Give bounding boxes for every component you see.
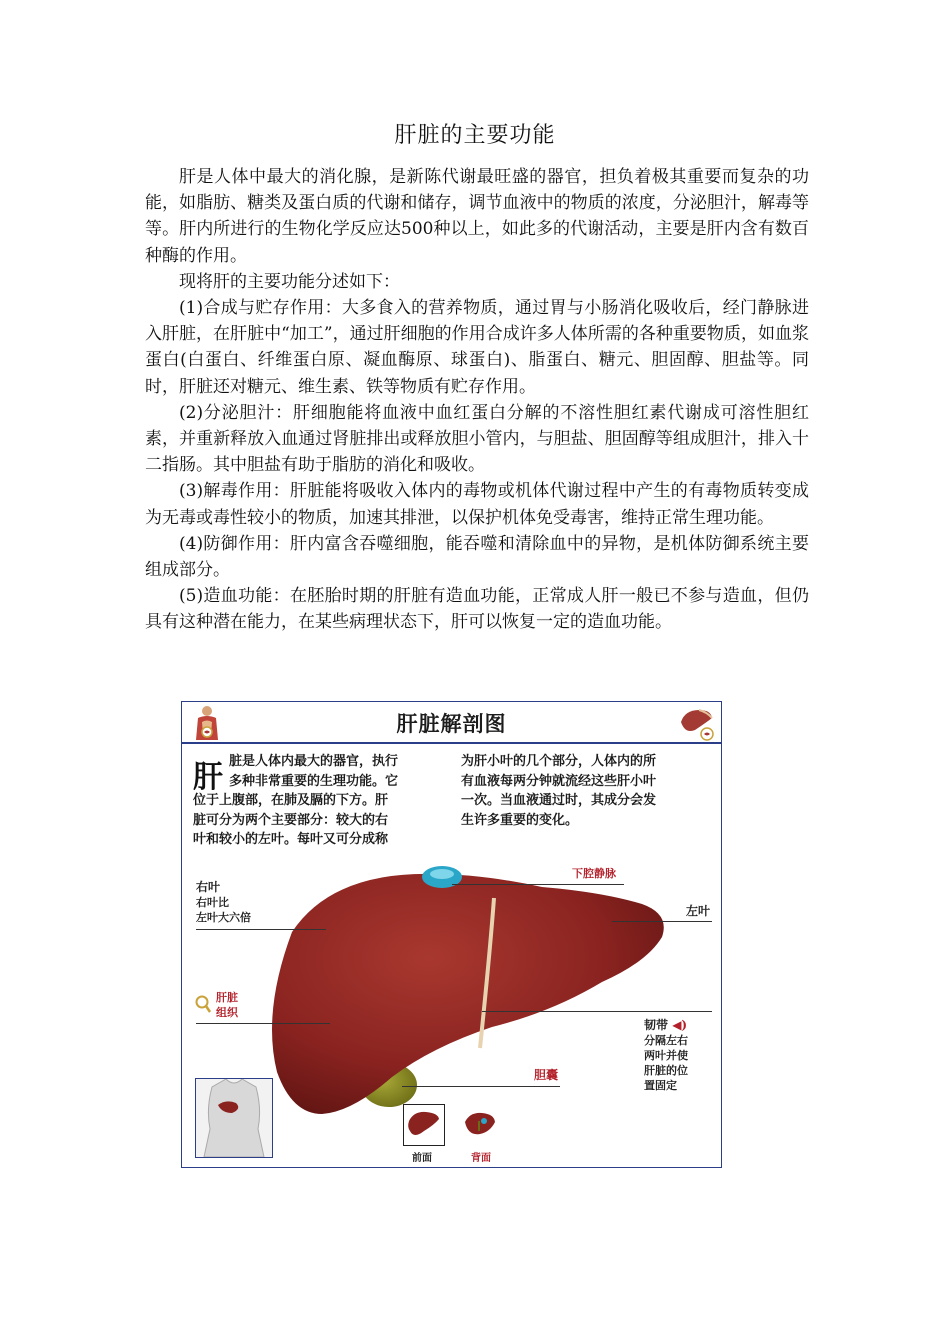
label-gallbladder: 胆囊 [534,1068,559,1082]
figure-intro-right [461,752,701,830]
paragraph: 现将肝的主要功能分述如下： [179,271,400,292]
label-front[interactable]: 前面 [412,1153,432,1164]
liver-anatomy-figure [181,701,722,1168]
label-line: 分隔左右 [644,1034,688,1047]
label-line: 左叶大六倍 [196,911,251,924]
intro-line: 多种非常重要的生理功能。它 [229,773,399,789]
intro-line: 有血液每两分钟就流经这些肝小叶 [461,773,657,789]
label-left-lobe: 左叶 [686,904,711,918]
liver-shape [272,874,664,1114]
intro-line: 生许多重要的变化。 [461,812,579,828]
paragraph: (2)分泌胆汁：肝细胞能将血液中血红蛋白分解的不溶性胆红素代谢成可溶性胆红素，并重新释放入血通过肾脏排出或释放胆小管内，与胆盐、胆固醇等组成胆汁，排入十二指肠。其中胆盐有助于脂肪的消化和吸收。 [145,402,809,476]
page-title: 肝脏的主要功能 [394,123,556,148]
speaker-icon[interactable]: ◀) [672,1018,688,1032]
paragraph: (1)合成与贮存作用：大多食入的营养物质，通过胃与小肠消化吸收后，经门静脉进入肝脏，在肝脏中“加工”，通过肝细胞的作用合成许多人体所需的各种重要物质，如血浆蛋白(白蛋白、纤维蛋白原、凝血酶原、球蛋白)、脂蛋白、糖元、胆固醇、胆盐等。同时，肝脏还对糖元、维生素、铁等物质有贮存作用。 [145,298,809,397]
label-line: 组织 [216,1006,238,1019]
body-text [145,164,809,636]
thumb-back[interactable] [460,1104,500,1144]
leader-line [452,884,624,885]
leader-line [482,1011,712,1012]
liver-illustration [242,852,682,1122]
intro-line: 一次。当血液通过时，其成分会发 [461,793,657,808]
figure-title: 肝脏解剖图 [396,711,507,736]
intro-line: 脏是人体内最大的器官，执行 [229,754,399,769]
paragraph: 肝是人体中最大的消化腺，是新陈代谢最旺盛的器官，担负着极其重要而复杂的功能，如脂肪、糖类及蛋白质的代谢和储存，调节血液中的物质的浓度，分泌胆汁，解毒等等。肝内所进行的生物化学反应达500种以上，如此多的代谢活动，主要是肝内含有数百种酶的作用。 [145,167,809,266]
magnifier-icon[interactable] [194,994,212,1014]
liver-back-icon [460,1104,500,1144]
label-text: 韧带 [644,1018,669,1032]
label-back[interactable]: 背面 [471,1153,491,1164]
label-right-lobe [196,880,251,925]
intro-line: 脏可分为两个主要部分：较大的右 [193,812,389,828]
paragraph: (5)造血功能：在胚胎时期的肝脏有造血功能，正常成人肝一般已不参与造血，但仍具有这种潜在能力，在某些病理状态下，肝可以恢复一定的造血功能。 [145,586,809,633]
ivc-opening [430,869,454,879]
label-ligament[interactable] [644,1018,714,1093]
leader-line [612,921,712,922]
intro-line: 叶和较小的左叶。每叶又可分成称 [193,832,389,847]
label-line: 两叶并使 [644,1049,688,1062]
leader-line [196,1023,330,1024]
paragraph: (4)防御作用：肝内富含吞噬细胞，能吞噬和清除血中的异物，是机体防御系统主要组成部分。 [145,533,809,581]
figure-drop-cap: 肝 [193,760,223,795]
figure-intro-left [193,752,433,850]
label-line: 右叶 [196,880,221,894]
label-ivc: 下腔静脉 [572,867,616,880]
leader-line [196,929,326,930]
label-line: 肝脏的位 [644,1064,688,1077]
label-line [644,1018,714,1033]
label-liver-tissue[interactable] [216,990,238,1020]
intro-line: 为肝小叶的几个部分，人体内的所 [461,754,657,769]
liver-front-icon [404,1105,444,1145]
liver-icon [677,704,715,742]
thumb-front[interactable] [403,1104,445,1146]
body-location-thumbnail[interactable] [195,1078,273,1158]
paragraph: (3)解毒作用：肝脏能将吸收入体内的毒物或机体代谢过程中产生的有毒物质转变成为无毒或毒性较小的物质，加速其排泄，以保护机体免受毒害，维持正常生理功能。 [145,481,809,528]
intro-line: 位于上腹部，在肺及膈的下方。肝 [193,793,389,808]
label-line: 右叶比 [196,896,229,909]
label-line: 置固定 [644,1079,677,1092]
figure-header [182,702,721,744]
label-line: 肝脏 [216,991,238,1004]
leader-line [402,1086,560,1087]
